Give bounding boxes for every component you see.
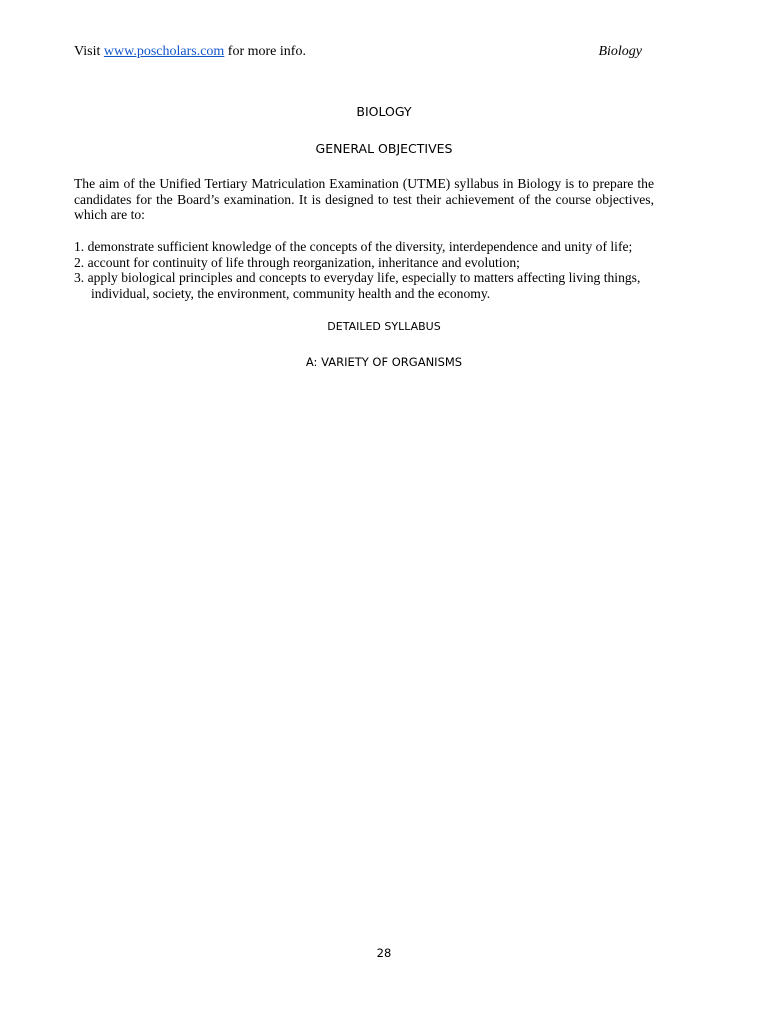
header-visit-note: [74, 44, 306, 60]
visit-prefix: Visit: [74, 44, 104, 59]
objective-text: account for continuity of life through reorganization, inheritance and evolution;: [87, 254, 520, 270]
general-objectives-heading: GENERAL OBJECTIVES: [315, 141, 453, 156]
objective-text: apply biological principles and concepts to everyday life, especially to matters affecting living things, individual, society, the environment, community health and the economy.: [87, 270, 641, 301]
header-subject: Biology: [598, 44, 642, 59]
objective-item: [74, 239, 660, 255]
detailed-syllabus-heading: DETAILED SYLLABUS: [327, 320, 441, 333]
objective-number: 2.: [74, 254, 88, 270]
objective-item: [74, 270, 660, 301]
objectives-list: [74, 239, 660, 301]
section-a-heading: A: VARIETY OF ORGANISMS: [305, 355, 463, 369]
page-number: 28: [376, 946, 392, 960]
objective-number: 1.: [74, 239, 88, 254]
objective-number: 3.: [74, 270, 88, 285]
visit-suffix: for more info.: [224, 44, 306, 59]
poscholars-link[interactable]: www.poscholars.com: [103, 44, 225, 59]
intro-paragraph: The aim of the Unified Tertiary Matriculation Examination (UTME) syllabus in Biology is to prepare the candidates for the Board’s examination. It is designed to test their achievement of the course objectives, which are to:: [74, 176, 654, 222]
main-heading: BIOLOGY: [356, 104, 412, 119]
objective-item: [74, 255, 660, 271]
objective-text: demonstrate sufficient knowledge of the concepts of the diversity, interdependence and unity of life;: [87, 239, 633, 254]
